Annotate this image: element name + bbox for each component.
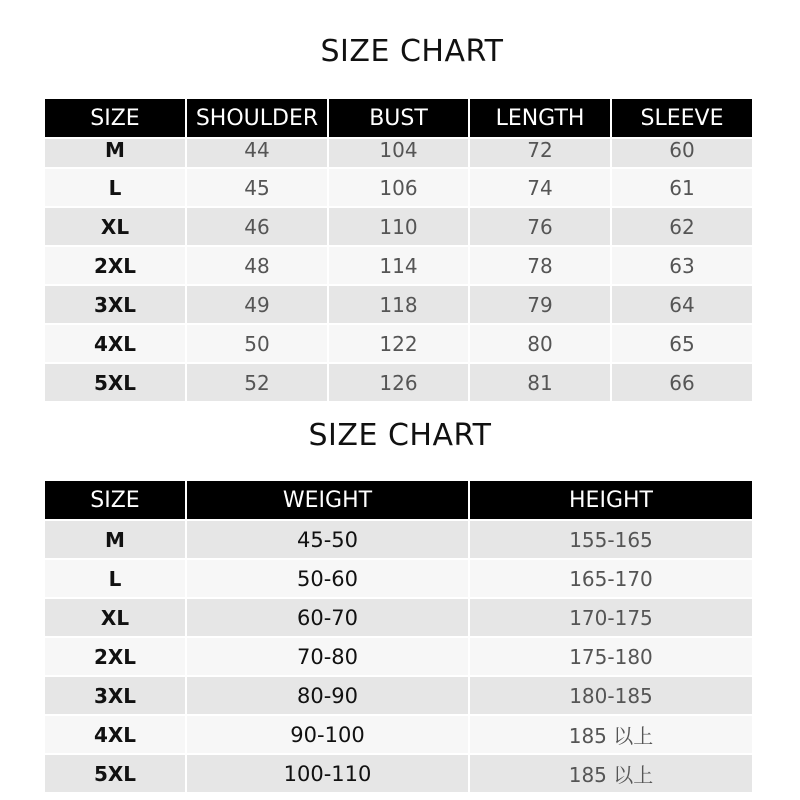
header-sleeve: SLEEVE bbox=[611, 99, 752, 138]
header-size: SIZE bbox=[45, 481, 186, 520]
height-cell: 180-185 bbox=[469, 676, 752, 715]
size-chart-title-fit: SIZE CHART bbox=[308, 418, 492, 453]
table-row bbox=[45, 637, 752, 676]
header-height: HEIGHT bbox=[469, 481, 752, 520]
bust-cell: 104 bbox=[328, 138, 469, 168]
shoulder-cell: 50 bbox=[186, 324, 328, 363]
size-cell: M bbox=[45, 520, 186, 559]
sleeve-cell: 60 bbox=[611, 138, 752, 168]
header-size: SIZE bbox=[45, 99, 186, 138]
size-cell: XL bbox=[45, 207, 186, 246]
table-row bbox=[45, 324, 752, 363]
table-row bbox=[45, 559, 752, 598]
bust-cell: 106 bbox=[328, 168, 469, 207]
table-row bbox=[45, 207, 752, 246]
sleeve-cell: 61 bbox=[611, 168, 752, 207]
header-bust: BUST bbox=[328, 99, 469, 138]
table-row bbox=[45, 246, 752, 285]
weight-cell: 70-80 bbox=[186, 637, 469, 676]
measurements-table bbox=[45, 99, 752, 401]
size-chart-title-measurements: SIZE CHART bbox=[320, 34, 504, 69]
header-weight: WEIGHT bbox=[186, 481, 469, 520]
length-cell: 79 bbox=[469, 285, 611, 324]
table-row bbox=[45, 363, 752, 401]
height-cell: 165-170 bbox=[469, 559, 752, 598]
size-cell: 3XL bbox=[45, 285, 186, 324]
size-cell: L bbox=[45, 168, 186, 207]
length-cell: 80 bbox=[469, 324, 611, 363]
weight-cell: 90-100 bbox=[186, 715, 469, 754]
length-cell: 72 bbox=[469, 138, 611, 168]
length-cell: 78 bbox=[469, 246, 611, 285]
sleeve-cell: 62 bbox=[611, 207, 752, 246]
bust-cell: 118 bbox=[328, 285, 469, 324]
header-length: LENGTH bbox=[469, 99, 611, 138]
sleeve-cell: 66 bbox=[611, 363, 752, 401]
size-cell: 4XL bbox=[45, 324, 186, 363]
shoulder-cell: 48 bbox=[186, 246, 328, 285]
height-cell: 155-165 bbox=[469, 520, 752, 559]
table-row bbox=[45, 676, 752, 715]
size-cell: M bbox=[45, 138, 186, 168]
shoulder-cell: 49 bbox=[186, 285, 328, 324]
header-shoulder: SHOULDER bbox=[186, 99, 328, 138]
bust-cell: 122 bbox=[328, 324, 469, 363]
bust-cell: 110 bbox=[328, 207, 469, 246]
shoulder-cell: 44 bbox=[186, 138, 328, 168]
table-row bbox=[45, 754, 752, 792]
length-cell: 76 bbox=[469, 207, 611, 246]
size-cell: L bbox=[45, 559, 186, 598]
size-cell: 5XL bbox=[45, 754, 186, 792]
bust-cell: 114 bbox=[328, 246, 469, 285]
table-row bbox=[45, 138, 752, 168]
size-cell: 2XL bbox=[45, 246, 186, 285]
shoulder-cell: 45 bbox=[186, 168, 328, 207]
table-row bbox=[45, 715, 752, 754]
table-header-row bbox=[45, 481, 752, 520]
weight-cell: 45-50 bbox=[186, 520, 469, 559]
length-cell: 74 bbox=[469, 168, 611, 207]
size-cell: 4XL bbox=[45, 715, 186, 754]
shoulder-cell: 46 bbox=[186, 207, 328, 246]
height-cell: 175-180 bbox=[469, 637, 752, 676]
sleeve-cell: 63 bbox=[611, 246, 752, 285]
weight-cell: 80-90 bbox=[186, 676, 469, 715]
size-cell: XL bbox=[45, 598, 186, 637]
size-cell: 5XL bbox=[45, 363, 186, 401]
weight-cell: 100-110 bbox=[186, 754, 469, 792]
height-cell: 170-175 bbox=[469, 598, 752, 637]
weight-height-table bbox=[45, 481, 752, 792]
weight-cell: 60-70 bbox=[186, 598, 469, 637]
height-cell: 185 以上 bbox=[469, 754, 752, 792]
table-row bbox=[45, 285, 752, 324]
weight-cell: 50-60 bbox=[186, 559, 469, 598]
table-row bbox=[45, 168, 752, 207]
table-row bbox=[45, 520, 752, 559]
height-cell: 185 以上 bbox=[469, 715, 752, 754]
table-header-row bbox=[45, 99, 752, 138]
size-cell: 3XL bbox=[45, 676, 186, 715]
sleeve-cell: 64 bbox=[611, 285, 752, 324]
bust-cell: 126 bbox=[328, 363, 469, 401]
size-cell: 2XL bbox=[45, 637, 186, 676]
sleeve-cell: 65 bbox=[611, 324, 752, 363]
table-row bbox=[45, 598, 752, 637]
shoulder-cell: 52 bbox=[186, 363, 328, 401]
length-cell: 81 bbox=[469, 363, 611, 401]
